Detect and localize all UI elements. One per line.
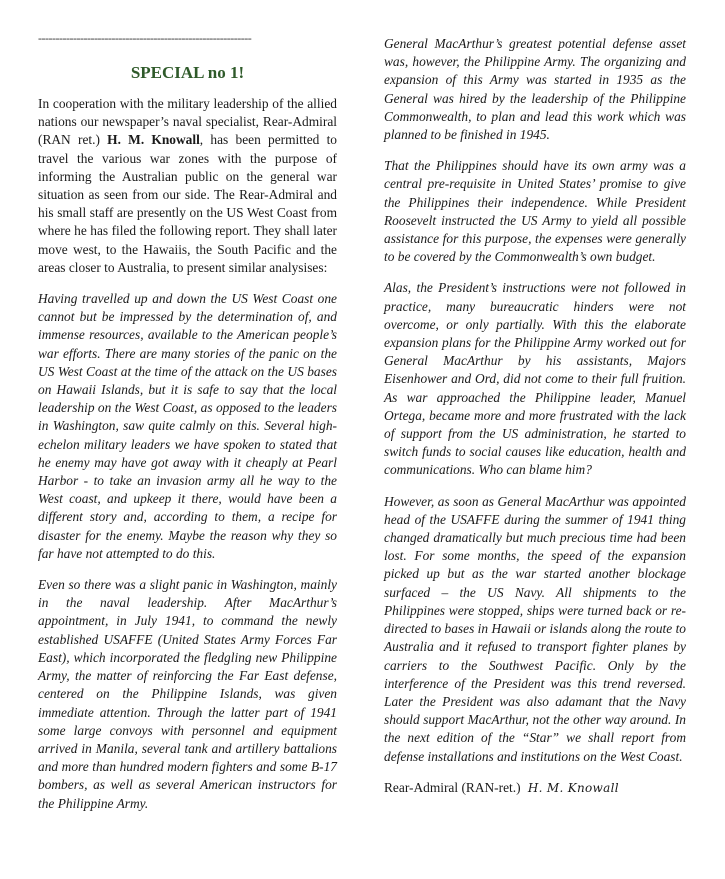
separator-rule: ------------------------------------------------------------- (38, 31, 252, 45)
intro-text-a: In cooperation with the military leadership of the allied nations our newspaper’s naval specialist, Rear-Admiral (RAN ret.) (38, 96, 337, 148)
article-title: SPECIAL no 1! (130, 63, 245, 82)
right-column (384, 0, 686, 797)
author-name: H. M. Knowall (107, 132, 200, 148)
report-paragraph-4: That the Philippines should have its own army was a central pre-requisite in United States’ promise to give the Philippines their independence. While President Roosevelt instructed the US Army to yield all possible assistance for this purpose, the expenses were generally to be covered by the Commonwealth’s own budget. (384, 158, 686, 265)
intro-paragraph (38, 95, 337, 277)
handwritten-signature: H. M. Knowall (527, 780, 619, 795)
report-paragraph-5: Alas, the President’s instructions were not followed in practice, many bureaucratic hinders were not overcome, or only partially. With this the elaborate expansion plans for the Philippine Army worked out for General MacArthur by his assistants, Majors Eisenhower and Ord, did not come to their full fruition. As war approached the Philippine leader, Manuel Ortega, became more and more frustrated with the lack of support from the US administration, he started to switch funds to social causes like education, health and communications. Who can blame him? (384, 280, 686, 478)
signature-line (384, 779, 686, 797)
intro-text-b: , has been permitted to travel the various war zones with the purpose of informing the Australian public on the general war situation as seen from our side. The Rear-Admiral and his small staff are presently on the US West Coast from where he has filed the following report. They shall later move west, to the Hawaiis, the South Pacific and the areas closer to Australia, to present similar analysises: (38, 132, 338, 275)
signature-label: Rear-Admiral (RAN-ret.) (384, 779, 521, 795)
report-paragraph-2: Even so there was a slight panic in Washington, mainly in the naval leadership. After MacArthur’s appointment, in July 1941, to command the newly established USAFFE (United States Army Forces Far East), which incorporated the fledgling new Philippine Army, the matter of reinforcing the Far East defense, centered on the Philippine Islands, was given immediate attention. Through the latter part of 1941 some large convoys with personnel and equipment arrived in Manila, several tank and artillery battalions and more than hundred modern fighters and some B-17 bombers, as well as several American instructors for the Philippine Army. (38, 577, 337, 811)
report-paragraph-6: However, as soon as General MacArthur was appointed head of the USAFFE during the summer of 1941 thing changed dramatically but much precious time had been lost. For some months, the speed of the expansion picked up but as the war started another blockage surfaced – the US Navy. All shipments to the Philippines were stopped, ships were turned back or re-directed to bases in Hawaii or islands along the route to Australia and it refused to transport fighter planes by carriers to the Southwest Pacific. Only by the interference of the President was this trend reversed. Later the President was also adamant that the Navy should support MacArthur, not the other way around. In the next edition of the “Star” we shall report from defense installations and institutions on the West Coast. (384, 493, 686, 764)
left-column (38, 0, 337, 826)
report-paragraph-1: Having travelled up and down the US West Coast one cannot but be impressed by the determination of, and immense resources, available to the American people’s war efforts. There are many stories of the panic on the US West Coast at the time of the attack on the US bases on Hawaii Islands, but it is safe to say that the local leadership on the West Coast, as opposed to the leaders in Washington, saw quite calmly on this. Several high-echelon military leaders we have spoken to stated that he enemy may have got away with it cheaply at Pearl Harbor - to take an invasion army all he way to the West coast, and upkeep it there, would have been a different story and, according to them, a recipe for disaster for the enemy. Maybe the reason why they so far have not attempted to do this. (38, 291, 337, 561)
report-paragraph-3: General MacArthur’s greatest potential defense asset was, however, the Philippine Army. The organizing and expansion of this Army was started in 1935 as the General was hired by the leadership of the Philippine Commonwealth, to plan and lead this work which was planned to be finished in 1945. (384, 36, 686, 143)
